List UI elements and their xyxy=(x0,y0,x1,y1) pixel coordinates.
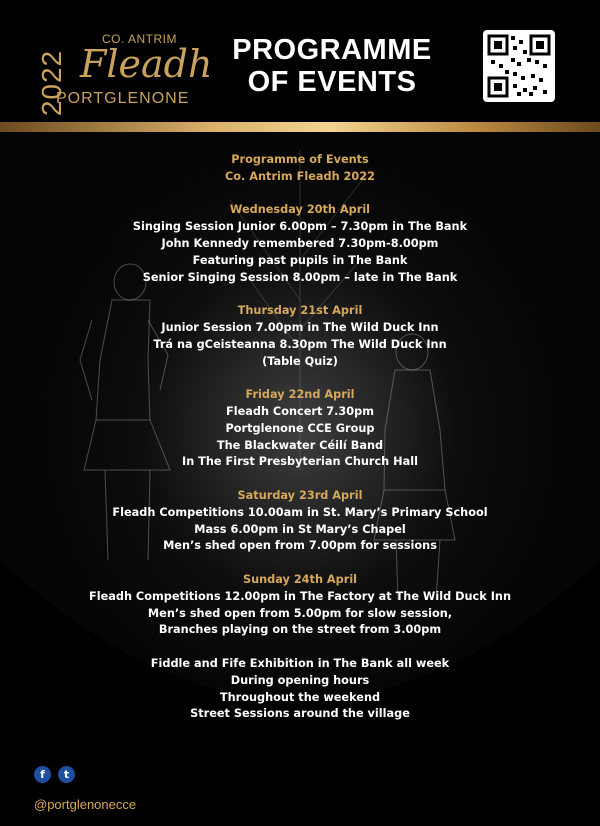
page-title-line-2: OF EVENTS xyxy=(247,66,417,98)
event-line: Street Sessions around the village xyxy=(190,707,410,721)
gold-divider xyxy=(0,122,600,132)
event-line: Featuring past pupils in The Bank xyxy=(192,253,408,267)
page-title-line-1: PROGRAMME xyxy=(232,34,432,66)
event-line: Fleadh Concert 7.30pm xyxy=(225,404,375,418)
fleadh-logo xyxy=(22,30,213,117)
event-line: Singing Session Junior 6.00pm – 7.30pm in The Bank xyxy=(132,220,468,234)
day-section-thursday xyxy=(0,303,600,370)
day-section-saturday xyxy=(0,488,600,555)
event-line: Senior Singing Session 8.00pm – late in The Bank xyxy=(142,270,458,284)
event-line: Portglenone CCE Group xyxy=(225,421,375,435)
event-line: (Table Quiz) xyxy=(262,354,338,368)
programme-content xyxy=(0,152,600,723)
facebook-icon[interactable]: f xyxy=(34,766,51,783)
logo-town: PORTGLENONE xyxy=(56,90,190,107)
page-title xyxy=(212,34,452,98)
event-line: In The First Presbyterian Church Hall xyxy=(182,455,418,469)
event-line: Throughout the weekend xyxy=(219,690,381,704)
event-line: Men’s shed open from 7.00pm for sessions xyxy=(163,539,437,553)
event-line: Fleadh Competitions 10.00am in St. Mary’s Primary School xyxy=(112,505,488,519)
social-handle[interactable]: @portglenonecce xyxy=(34,797,137,812)
event-line: Junior Session 7.00pm in The Wild Duck Inn xyxy=(161,320,439,334)
event-line: John Kennedy remembered 7.30pm-8.00pm xyxy=(161,236,439,250)
day-heading: Wednesday 20th April xyxy=(229,203,371,217)
event-line: Branches playing on the street from 3.00pm xyxy=(158,623,442,637)
event-line: The Blackwater Céilí Band xyxy=(216,438,384,452)
logo-year: 2022 xyxy=(36,49,67,117)
logo-county: CO. ANTRIM xyxy=(102,32,178,46)
day-section-friday xyxy=(0,387,600,471)
event-line: During opening hours xyxy=(230,673,370,687)
intro-subtitle: Co. Antrim Fleadh 2022 xyxy=(225,169,375,183)
week-section xyxy=(0,656,600,723)
event-line: Men’s shed open from 5.00pm for slow session, xyxy=(147,606,453,620)
event-line: Fiddle and Fife Exhibition in The Bank all week xyxy=(150,656,450,670)
page-header xyxy=(0,0,600,122)
day-heading: Friday 22nd April xyxy=(245,388,355,402)
day-heading: Thursday 21st April xyxy=(237,304,363,318)
event-line: Fleadh Competitions 12.00pm in The Factory at The Wild Duck Inn xyxy=(88,589,511,603)
day-section-sunday xyxy=(0,572,600,639)
logo-wordmark: Fleadh xyxy=(80,42,213,86)
event-line: Mass 6.00pm in St Mary’s Chapel xyxy=(194,522,406,536)
day-section-wednesday xyxy=(0,202,600,286)
qr-code-icon[interactable] xyxy=(483,30,555,102)
intro-title: Programme of Events xyxy=(231,153,369,166)
day-heading: Sunday 24th April xyxy=(242,572,358,586)
twitter-icon[interactable]: t xyxy=(58,766,75,783)
day-heading: Saturday 23rd April xyxy=(237,488,363,502)
event-line: Trá na gCeisteanna 8.30pm The Wild Duck Inn xyxy=(153,337,447,351)
